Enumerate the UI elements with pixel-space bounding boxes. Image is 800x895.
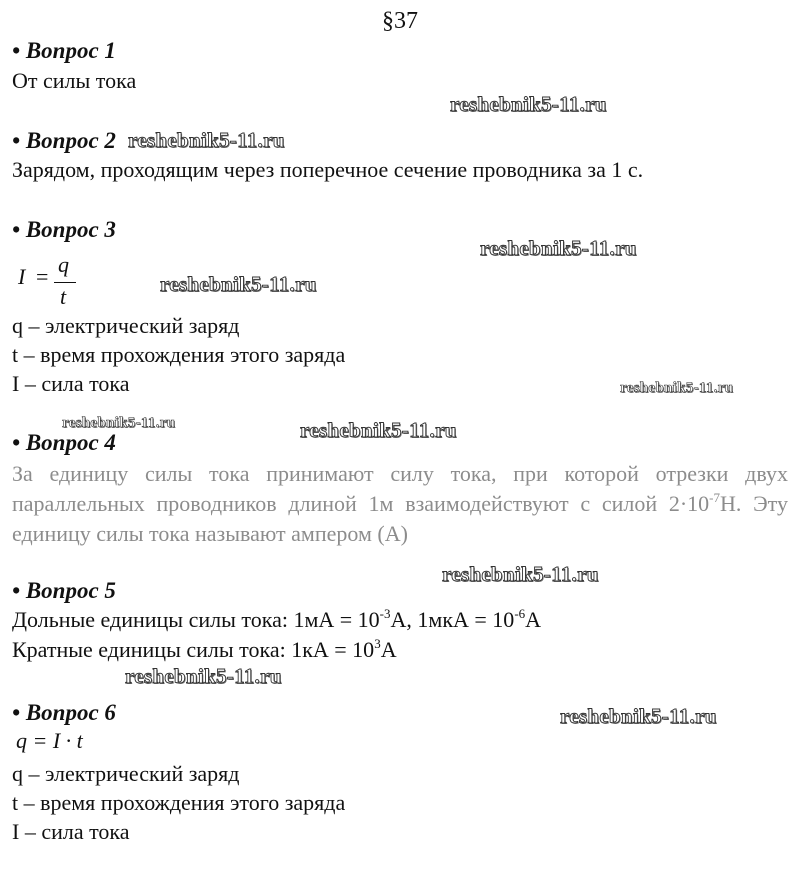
question-5-title: Вопрос 5 [25,578,116,603]
charge-formula: q = I · t [16,728,83,753]
section-title: §37 [382,8,418,34]
question-2-title: Вопрос 2 [25,128,116,153]
question-6-heading [12,700,116,726]
definition-line: t – время прохождения этого заряда [12,342,346,367]
exponent: -3 [379,606,391,621]
exponent: 3 [374,636,381,651]
question-5-heading [12,578,116,604]
formula-numerator: q [58,252,69,277]
bullet: • [12,128,21,153]
definition-line: t – время прохождения этого заряда [12,790,346,815]
fraction-bar [54,282,76,283]
bullet: • [12,38,21,63]
question-4-title: Вопрос 4 [25,430,116,455]
watermark: reshebnik5-11.ru [560,704,717,728]
question-2-heading [12,128,116,154]
answer-text: За единицу силы тока принимают силу тока, при которой отрезки двух параллельных проводников длиной 1м взаимодействуют с силой 2·10 [12,461,788,516]
watermark: reshebnik5-11.ru [300,418,457,442]
formula-lhs: I [18,264,26,289]
definition-line: q – электрический заряд [12,313,240,338]
watermark: reshebnik5-11.ru [128,128,285,152]
watermark: reshebnik5-11.ru [62,415,176,431]
watermark: reshebnik5-11.ru [450,92,607,116]
question-3-heading [12,217,116,243]
submultiple-units-line: Дольные единицы силы тока: $1мА = 10^{-3}А$, $1мкА = 10^{-6}А$ [12,606,542,632]
bullet: • [12,700,21,725]
definition-line: q – электрический заряд [12,761,240,786]
question-1-answer: От силы тока [12,68,137,93]
exponent: -6 [514,606,526,621]
formula-denominator: t [60,284,67,309]
watermark: reshebnik5-11.ru [480,236,637,260]
definition-line: I – сила тока [12,371,130,396]
answer-text: Н. Эту единицу силы тока называют ампером (А) [12,491,788,546]
watermark: reshebnik5-11.ru [160,272,317,296]
question-4-answer [12,459,788,549]
multiple-units-line: Кратные единицы силы тока: $1кА = 10^3А$ [12,636,397,662]
question-4-heading [12,430,116,456]
question-6-title: Вопрос 6 [25,700,116,725]
bullet: • [12,430,21,455]
watermark: reshebnik5-11.ru [620,380,734,396]
question-1-title: Вопрос 1 [25,38,116,63]
question-2-answer: Зарядом, проходящим через поперечное сечение проводника за 1 с. [12,157,644,182]
formula-equals: = [36,264,49,289]
bullet: • [12,217,21,242]
exponent: -7 [709,490,721,505]
question-1-heading [12,38,116,64]
watermark: reshebnik5-11.ru [125,664,282,688]
question-3-title: Вопрос 3 [25,217,116,242]
watermark: reshebnik5-11.ru [442,562,599,586]
bullet: • [12,578,21,603]
definition-line: I – сила тока [12,819,130,844]
